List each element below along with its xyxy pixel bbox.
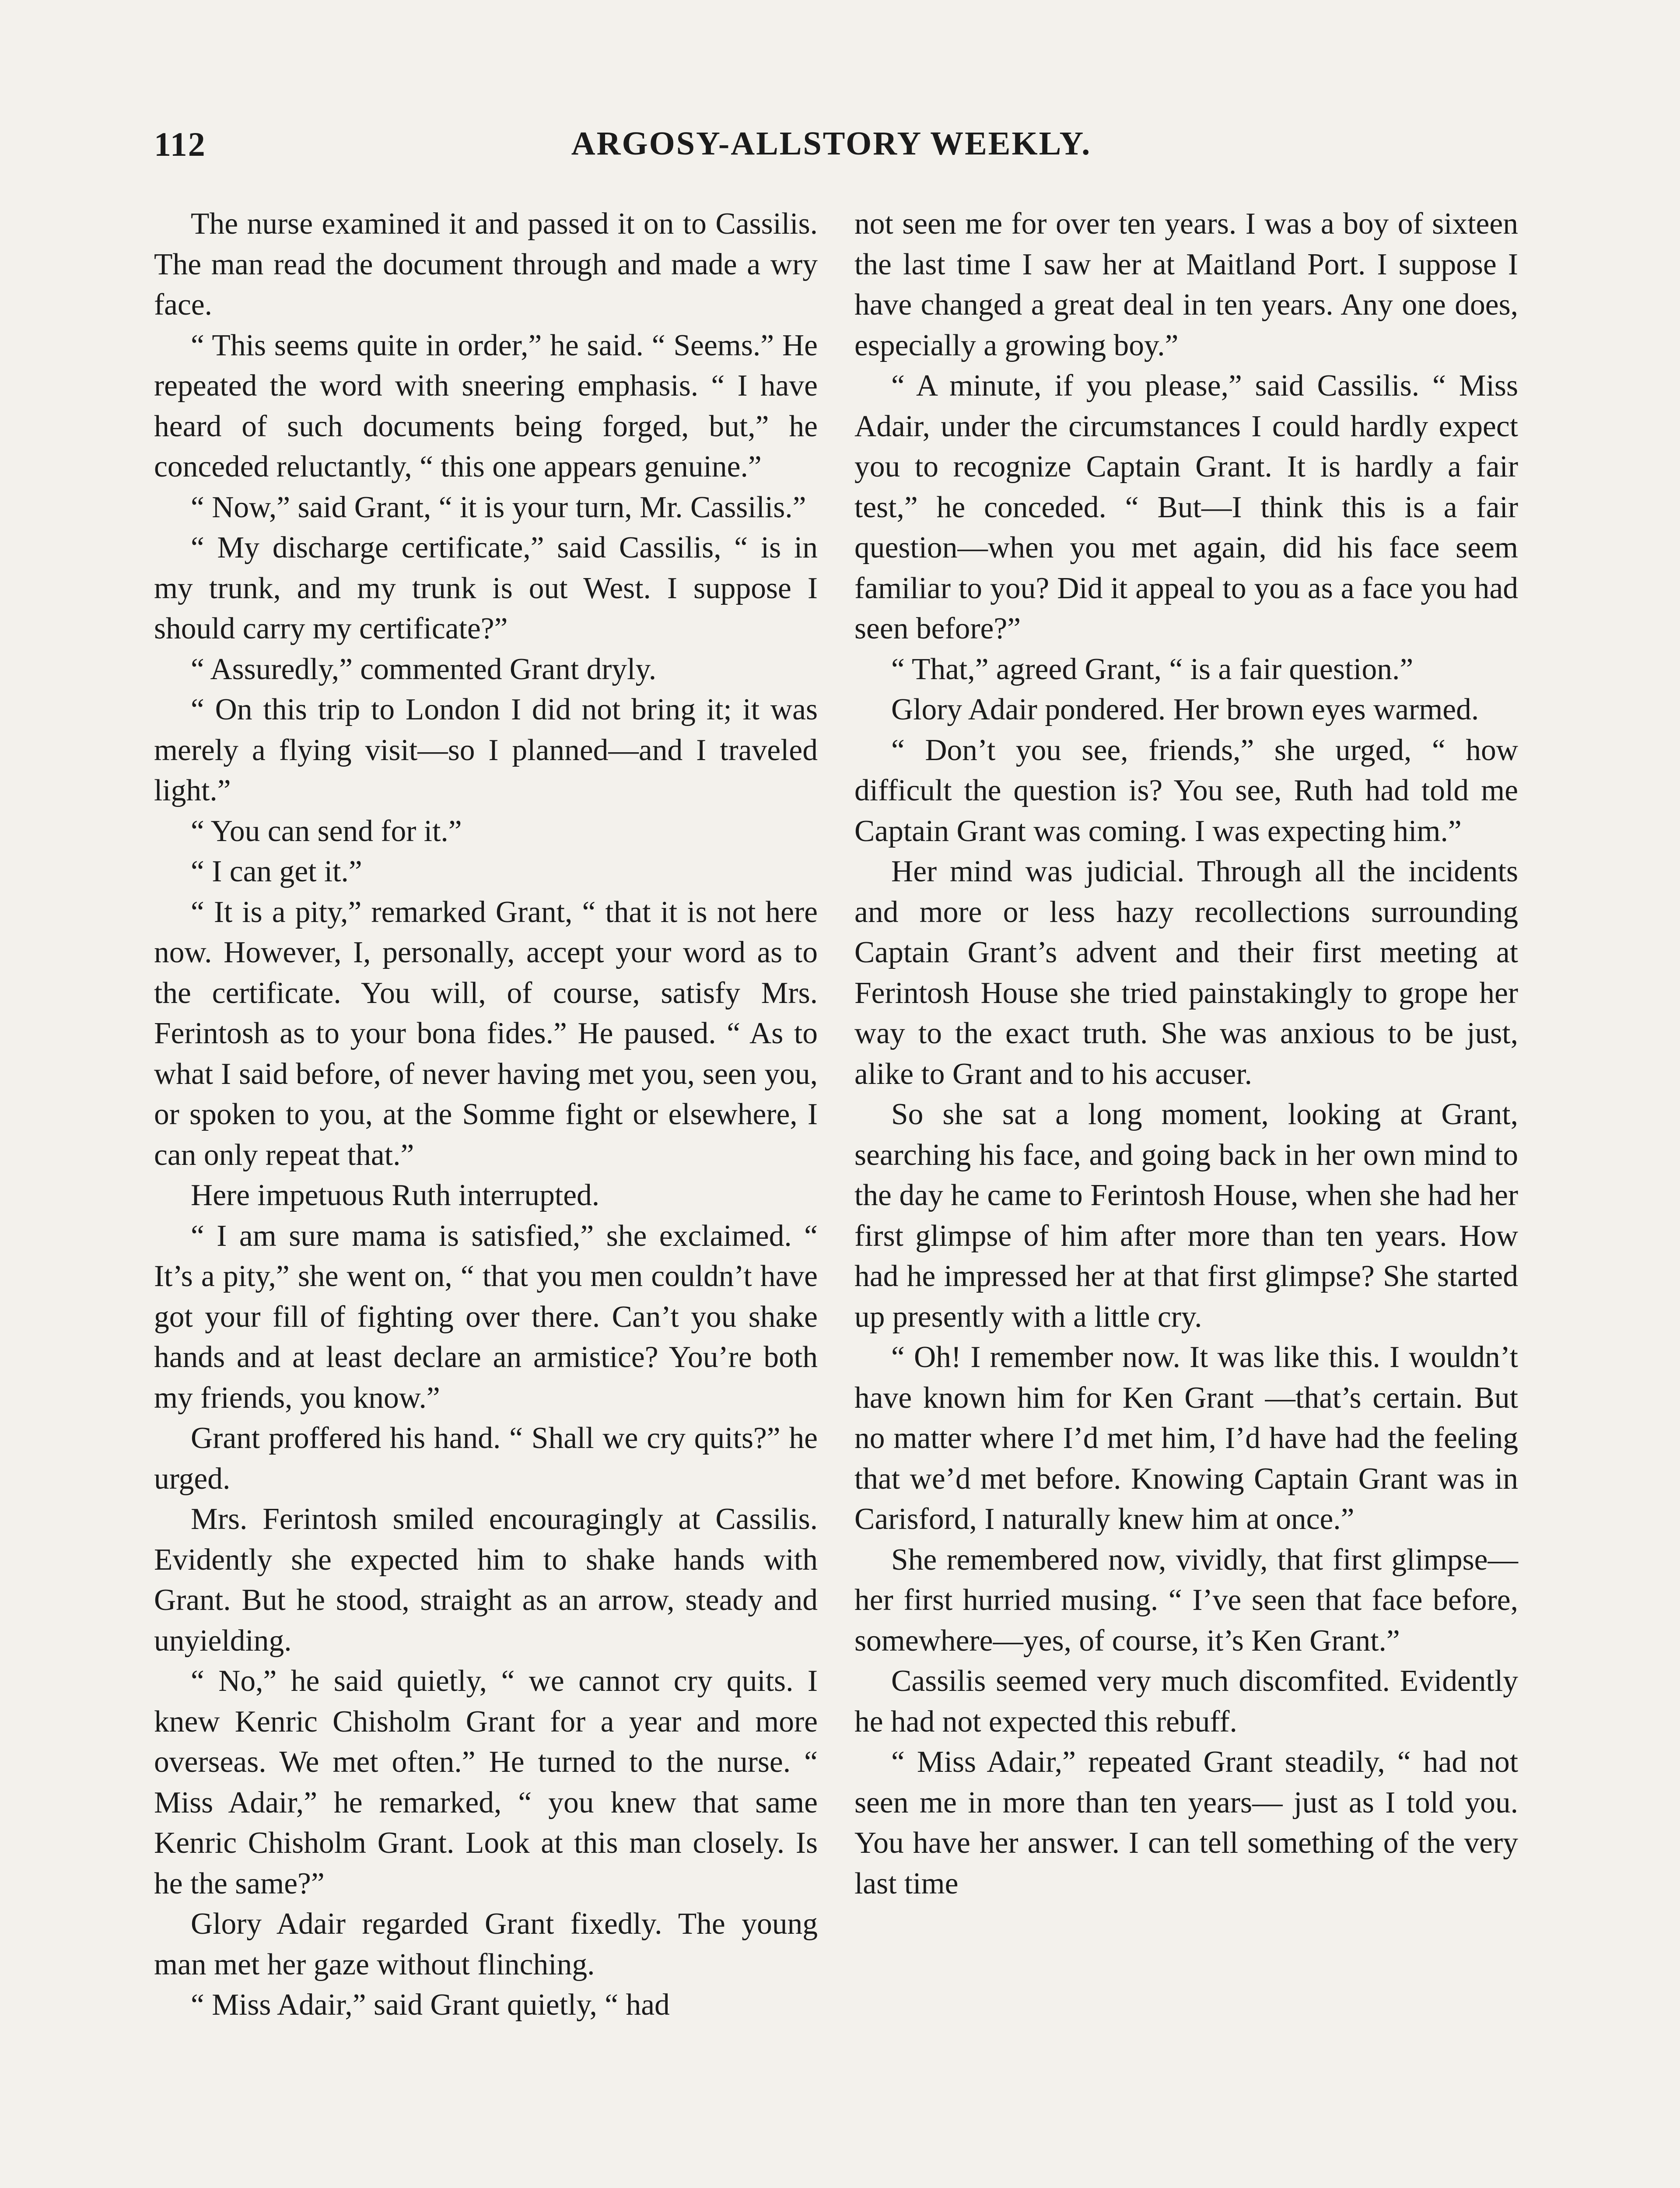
page-header — [154, 125, 1508, 173]
paragraph: “ You can send for it.” — [191, 814, 462, 848]
paragraph: Cassilis seemed very much discomfited. Evidently he had not expected this rebuff. — [854, 1664, 1518, 1739]
paragraph: “ This seems quite in order,” he said. “ Seems.” He repeated the word with sneering emphasis. “ I have heard of such documents being forged, but,” he conceded reluctantly, “ this one appears genuine.” — [154, 328, 818, 484]
paragraph: “ No,” he said quietly, “ we cannot cry quits. I knew Kenric Chisholm Grant for a year and more overseas. We met often.” He turned to the nurse. “ Miss Adair,” he remarked, “ you knew that same Kenric Chisholm Grant. Look at this man closely. Is he the same?” — [154, 1664, 818, 1900]
paragraph: “ Miss Adair,” said Grant quietly, “ had — [191, 1988, 670, 2022]
paragraph: “ On this trip to London I did not bring it; it was merely a flying visit—so I planned—and I traveled light.” — [154, 693, 818, 807]
running-title: ARGOSY-ALLSTORY WEEKLY. — [571, 125, 1092, 162]
paragraph: “ I can get it.” — [191, 855, 362, 888]
paragraph: “ Now,” said Grant, “ it is your turn, Mr. Cassilis.” — [191, 490, 806, 524]
paragraph: “ That,” agreed Grant, “ is a fair question.” — [891, 652, 1414, 686]
paragraph: Glory Adair pondered. Her brown eyes warmed. — [891, 693, 1479, 726]
paragraph: “ My discharge certificate,” said Cassilis, “ is in my trunk, and my trunk is out West. I suppose I should carry my certificate?” — [154, 531, 818, 645]
paragraph: The nurse examined it and passed it on to Cassilis. The man read the document through and made a wry face. — [154, 207, 818, 322]
paragraph: “ Assuredly,” commented Grant dryly. — [191, 652, 657, 686]
right-text-column — [854, 204, 1518, 2188]
paragraph: not seen me for over ten years. I was a boy of sixteen the last time I saw her at Maitland Port. I suppose I have changed a great deal in ten years. Any one does, especially a growing boy.” — [854, 207, 1518, 362]
paragraph: “ Don’t you see, friends,” she urged, “ how difficult the question is? You see, Ruth had told me Captain Grant was coming. I was expecting him.” — [854, 733, 1518, 848]
paragraph: “ Miss Adair,” repeated Grant steadily, “ had not seen me in more than ten years— just as I told you. You have her answer. I can tell something of the very last time — [854, 1745, 1518, 1900]
left-text-column — [154, 204, 818, 2188]
paragraph: She remembered now, vividly, that first glimpse—her first hurried musing. “ I’ve seen that face before, somewhere—yes, of course, it’s Ken Grant.” — [854, 1543, 1518, 1658]
paragraph: Her mind was judicial. Through all the incidents and more or less hazy recollections surrounding Captain Grant’s advent and their first meeting at Ferintosh House she tried painstakingly to grope her way to the exact truth. She was anxious to be just, alike to Grant and to his accuser. — [854, 855, 1518, 1091]
paragraph: “ It is a pity,” remarked Grant, “ that it is not here now. However, I, personally, accept your word as to the certificate. You will, of course, satisfy Mrs. Ferintosh as to your bona fides.” He paused. “ As to what I said before, of never having met you, seen you, or spoken to you, at the Somme fight or elsewhere, I can only repeat that.” — [154, 895, 818, 1172]
paragraph: Mrs. Ferintosh smiled encouragingly at Cassilis. Evidently she expected him to shake hands with Grant. But he stood, straight as an arrow, steady and unyielding. — [154, 1502, 818, 1658]
paragraph: Glory Adair regarded Grant fixedly. The young man met her gaze without flinching. — [154, 1907, 818, 1981]
paragraph: Here impetuous Ruth interrupted. — [191, 1178, 600, 1212]
page-number: 112 — [154, 125, 206, 163]
paragraph: “ I am sure mama is satisfied,” she exclaimed. “ It’s a pity,” she went on, “ that you men couldn’t have got your fill of fighting over there. Can’t you shake hands and at least declare an armistice? You’re both my friends, you know.” — [154, 1219, 818, 1415]
paragraph: “ Oh! I remember now. It was like this. I wouldn’t have known him for Ken Grant —that’s certain. But no matter where I’d met him, I’d have had the feeling that we’d met before. Knowing Captain Grant was in Carisford, I naturally knew him at once.” — [854, 1340, 1518, 1536]
paragraph: So she sat a long moment, looking at Grant, searching his face, and going back in her own mind to the day he came to Ferintosh House, when she had her first glimpse of him after more than ten years. How had he impressed her at that first glimpse? She started up presently with a little cry. — [854, 1098, 1518, 1334]
paragraph: “ A minute, if you please,” said Cassilis. “ Miss Adair, under the circumstances I could hardly expect you to recognize Captain Grant. It is hardly a fair test,” he conceded. “ But—I think this is a fair question—when you met again, did his face seem familiar to you? Did it appeal to you as a face you had seen before?” — [854, 369, 1518, 645]
paragraph: Grant proffered his hand. “ Shall we cry quits?” he urged. — [154, 1421, 818, 1496]
